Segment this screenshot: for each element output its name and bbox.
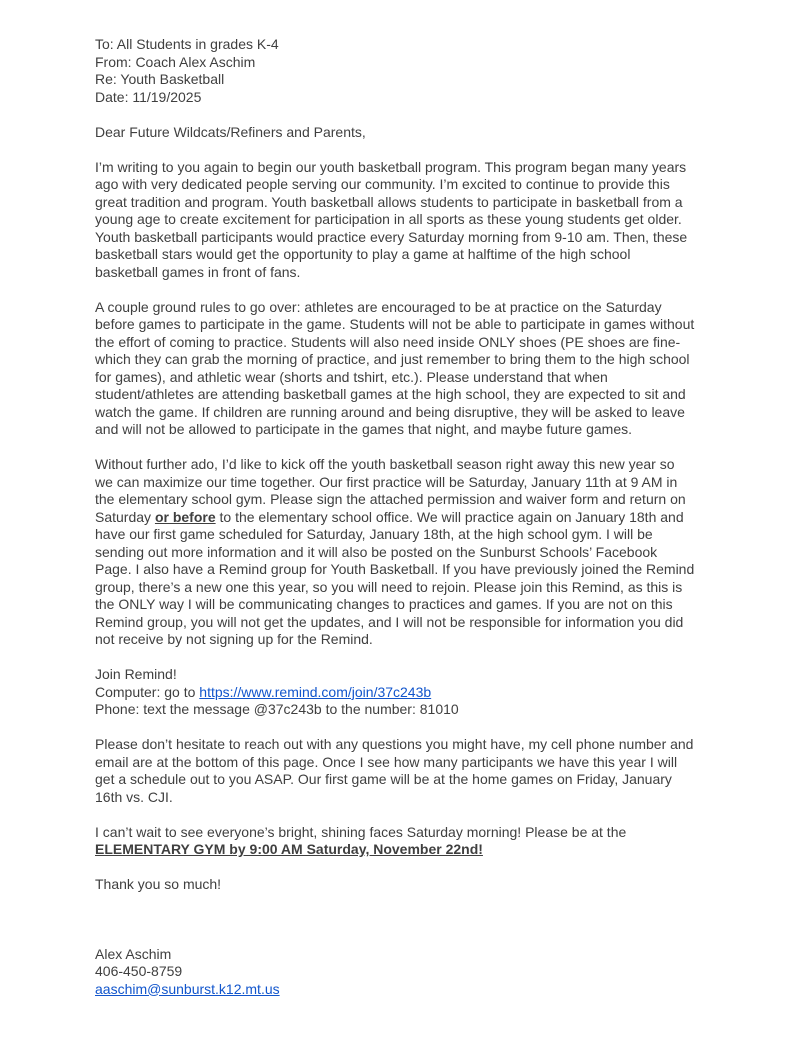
remind-section bbox=[95, 666, 695, 719]
signature-email-link[interactable]: aaschim@sunburst.k12.mt.us bbox=[95, 980, 280, 997]
remind-phone-line: Phone: text the message @37c243b to the number: 81010 bbox=[95, 701, 459, 717]
letter-header bbox=[95, 36, 695, 106]
paragraph-rules: A couple ground rules to go over: athletes are encouraged to be at practice on the Saturday before games to participate in the game. Students will not be able to participate in games without the effort of coming to practice. Students will also need inside ONLY shoes (PE shoes are fine- which they can grab the morning of practice, and just remember to bring them to the high school for games), and athletic wear (shorts and tshirt, etc.). Please understand that when student/athletes are attending basketball games at the high school, they are expected to sit and watch the game. If children are running around and being disruptive, they will be asked to leave and will not be allowed to participate in the games that night, and maybe future games. bbox=[95, 298, 695, 437]
kickoff-text-2: to the elementary school office. We will practice again on January 18th and have our first game scheduled for Saturday, January 18th, at the high school gym. I will be sending out more information and it will also be posted on the Sunburst Schools’ Facebook Page. I also have a Remind group for Youth Basketball. If you have previously joined the Remind group, there’s a new one this year, so you will need to rejoin. Please join this Remind, as this is the ONLY way I will be communicating changes to practices and games. If you are not on this Remind group, you will not get the updates, and I will not be responsible for information you did not receive by not signing up for the Remind. bbox=[95, 508, 695, 647]
kickoff-text-1: Without further ado, I’d like to kick off the youth basketball season right away this new year so we can maximize our time together. Our first practice will be Saturday, January 11th at 9 AM in the elementary school gym. Please sign the attached permission and waiver form and return on Saturday bbox=[95, 456, 686, 525]
remind-join-link[interactable]: https://www.remind.com/join/37c243b bbox=[199, 683, 432, 700]
kickoff-emphasis: or before bbox=[154, 508, 216, 525]
header-to: To: All Students in grades K-4 bbox=[95, 36, 279, 52]
salutation: Dear Future Wildcats/Refiners and Parents, bbox=[95, 123, 366, 140]
header-from: From: Coach Alex Aschim bbox=[95, 53, 256, 70]
header-re: Re: Youth Basketball bbox=[95, 71, 225, 87]
closing-emphasis: ELEMENTARY GYM by 9:00 AM Saturday, November 22nd! bbox=[95, 841, 483, 857]
thank-you-line: Thank you so much! bbox=[95, 876, 222, 892]
paragraph-kickoff bbox=[95, 456, 695, 649]
signature-email-line bbox=[95, 981, 695, 999]
remind-computer-prefix: Computer: go to bbox=[95, 683, 200, 700]
header-date: Date: 11/19/2025 bbox=[95, 88, 202, 105]
paragraph-closing bbox=[95, 824, 695, 859]
signature-phone: 406-450-8759 bbox=[95, 963, 183, 979]
signature-block bbox=[95, 946, 695, 999]
signature-name: Alex Aschim bbox=[95, 945, 172, 962]
paragraph-questions: Please don’t hesitate to reach out with any questions you might have, my cell phone number and email are at the bottom of this page. Once I see how many participants we have this year I will get a schedule out to you ASAP. Our first game will be at the home games on Friday, January 16th vs. CJI. bbox=[95, 736, 694, 805]
remind-title: Join Remind! bbox=[95, 666, 177, 682]
paragraph-intro: I’m writing to you again to begin our youth basketball program. This program began many years ago with very dedicated people serving our community. I’m excited to continue to provide this great tradition and program. Youth basketball allows students to participate in basketball from a young age to create excitement for participation in all sports as these young students get older. Youth basketball participants would practice every Saturday morning from 9-10 am. Then, these basketball stars would get the opportunity to play a game at halftime of the high school basketball games in front of fans. bbox=[95, 158, 688, 280]
closing-text: I can’t wait to see everyone’s bright, shining faces Saturday morning! Please be at the bbox=[95, 823, 627, 840]
remind-computer-line bbox=[95, 684, 695, 702]
